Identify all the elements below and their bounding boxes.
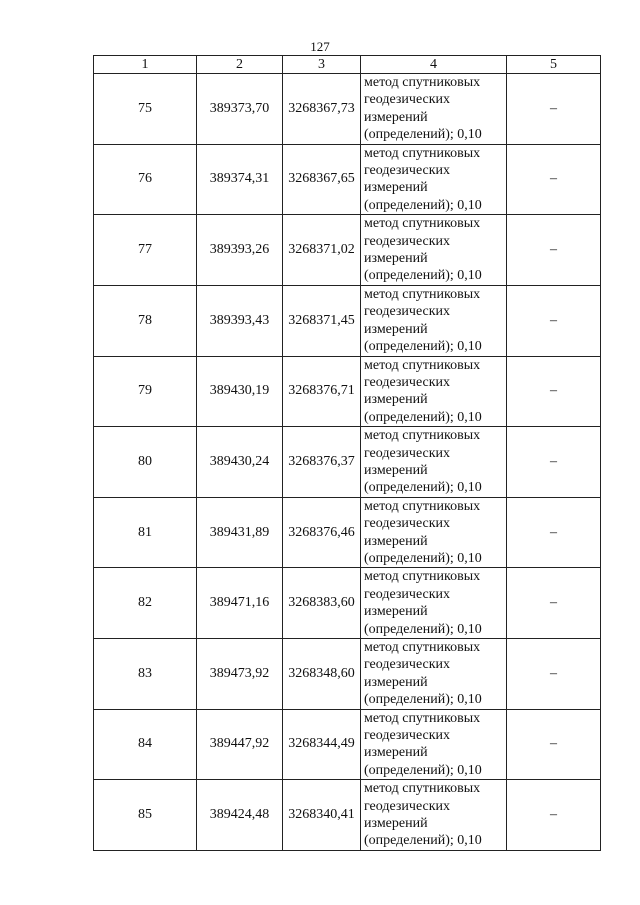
method-line: (определений); 0,10 bbox=[364, 197, 482, 213]
point-number-cell: 80 bbox=[94, 427, 197, 498]
note-cell: – bbox=[507, 568, 601, 639]
method-line: метод спутниковых bbox=[364, 640, 481, 655]
method-cell bbox=[361, 74, 507, 145]
method-line: геодезических bbox=[364, 163, 451, 179]
method-line: геодезических bbox=[364, 586, 451, 602]
method-line: измерений bbox=[364, 321, 428, 337]
point-number-cell: 77 bbox=[94, 215, 197, 286]
method-line: геодезических bbox=[364, 92, 451, 108]
point-number-cell: 75 bbox=[94, 74, 197, 145]
method-line: метод спутниковых bbox=[364, 781, 481, 797]
method-line: (определений); 0,10 bbox=[364, 409, 482, 425]
note-cell: – bbox=[507, 285, 601, 356]
coordinate-y-cell: 3268367,73 bbox=[283, 74, 361, 145]
table-row bbox=[94, 215, 601, 286]
column-header-1: 1 bbox=[94, 56, 197, 74]
method-line: (определений); 0,10 bbox=[364, 127, 482, 143]
note-cell: – bbox=[507, 356, 601, 427]
coordinate-y-cell: 3268371,45 bbox=[283, 285, 361, 356]
note-cell: – bbox=[507, 709, 601, 780]
point-number-cell: 81 bbox=[94, 497, 197, 568]
method-cell bbox=[361, 285, 507, 356]
method-line: измерений bbox=[364, 533, 428, 549]
note-cell: – bbox=[507, 427, 601, 498]
coordinate-y-cell: 3268371,02 bbox=[283, 215, 361, 286]
method-line: (определений); 0,10 bbox=[364, 762, 482, 778]
coordinate-x-cell: 389430,19 bbox=[197, 356, 283, 427]
point-number-cell: 82 bbox=[94, 568, 197, 639]
method-cell bbox=[361, 709, 507, 780]
method-cell bbox=[361, 639, 507, 710]
table-header-row bbox=[94, 56, 601, 74]
coordinate-x-cell: 389373,70 bbox=[197, 74, 283, 145]
note-cell: – bbox=[507, 144, 601, 215]
method-line: метод спутниковых bbox=[364, 357, 481, 373]
note-cell: – bbox=[507, 497, 601, 568]
method-line: геодезических bbox=[364, 516, 451, 532]
method-line: (определений); 0,10 bbox=[364, 480, 482, 496]
method-cell bbox=[361, 144, 507, 215]
method-line: (определений); 0,10 bbox=[364, 339, 482, 355]
method-cell bbox=[361, 497, 507, 568]
method-line: метод спутниковых bbox=[364, 569, 481, 585]
table-row bbox=[94, 497, 601, 568]
table-row bbox=[94, 639, 601, 710]
coordinate-y-cell: 3268340,41 bbox=[283, 780, 361, 851]
coordinate-x-cell: 389431,89 bbox=[197, 497, 283, 568]
coordinate-y-cell: 3268344,49 bbox=[283, 709, 361, 780]
coordinate-y-cell: 3268376,37 bbox=[283, 427, 361, 498]
method-line: геодезических bbox=[364, 304, 451, 320]
method-line: геодезических bbox=[364, 798, 451, 814]
column-header-5: 5 bbox=[507, 56, 601, 74]
method-line: измерений bbox=[364, 109, 428, 125]
coordinate-x-cell: 389424,48 bbox=[197, 780, 283, 851]
coordinates-table bbox=[93, 55, 601, 851]
method-line: измерений bbox=[364, 604, 428, 620]
coordinate-x-cell: 389447,92 bbox=[197, 709, 283, 780]
method-line: метод спутниковых bbox=[364, 145, 481, 161]
method-line: геодезических bbox=[364, 657, 451, 673]
method-line: геодезических bbox=[364, 374, 451, 390]
method-line: метод спутниковых bbox=[364, 498, 481, 514]
method-line: измерений bbox=[364, 180, 428, 196]
method-line: геодезических bbox=[364, 445, 451, 461]
column-header-2: 2 bbox=[197, 56, 283, 74]
method-cell bbox=[361, 215, 507, 286]
method-line: измерений bbox=[364, 392, 428, 408]
method-line: метод спутниковых bbox=[364, 286, 481, 302]
table-row bbox=[94, 356, 601, 427]
coordinate-y-cell: 3268383,60 bbox=[283, 568, 361, 639]
method-line: измерений bbox=[364, 251, 428, 267]
method-line: метод спутниковых bbox=[364, 710, 481, 726]
method-line: геодезических bbox=[364, 728, 451, 744]
page-number: 127 bbox=[310, 39, 330, 54]
point-number-cell: 84 bbox=[94, 709, 197, 780]
point-number-cell: 76 bbox=[94, 144, 197, 215]
method-line: (определений); 0,10 bbox=[364, 550, 482, 566]
method-line: геодезических bbox=[364, 233, 451, 249]
coordinate-x-cell: 389430,24 bbox=[197, 427, 283, 498]
point-number-cell: 83 bbox=[94, 639, 197, 710]
table-row bbox=[94, 74, 601, 145]
method-line: измерений bbox=[364, 674, 428, 690]
coordinate-x-cell: 389473,92 bbox=[197, 639, 283, 710]
note-cell: – bbox=[507, 639, 601, 710]
method-cell bbox=[361, 780, 507, 851]
table-row bbox=[94, 709, 601, 780]
method-line: (определений); 0,10 bbox=[364, 621, 482, 637]
method-line: (определений); 0,10 bbox=[364, 268, 482, 284]
method-cell bbox=[361, 427, 507, 498]
table-body bbox=[94, 74, 601, 851]
coordinate-x-cell: 389393,43 bbox=[197, 285, 283, 356]
coordinate-y-cell: 3268376,46 bbox=[283, 497, 361, 568]
coordinate-y-cell: 3268367,65 bbox=[283, 144, 361, 215]
method-line: измерений bbox=[364, 816, 428, 832]
note-cell: – bbox=[507, 780, 601, 851]
method-line: измерений bbox=[364, 745, 428, 761]
method-line: (определений); 0,10 bbox=[364, 833, 482, 849]
method-line: (определений); 0,10 bbox=[364, 692, 482, 708]
point-number-cell: 79 bbox=[94, 356, 197, 427]
table-row bbox=[94, 427, 601, 498]
point-number-cell: 85 bbox=[94, 780, 197, 851]
table-row bbox=[94, 780, 601, 851]
column-header-4: 4 bbox=[361, 56, 507, 74]
coordinate-x-cell: 389393,26 bbox=[197, 215, 283, 286]
coordinate-x-cell: 389374,31 bbox=[197, 144, 283, 215]
method-line: метод спутниковых bbox=[364, 75, 481, 90]
method-cell bbox=[361, 568, 507, 639]
method-line: измерений bbox=[364, 462, 428, 478]
table-row bbox=[94, 568, 601, 639]
table-row bbox=[94, 144, 601, 215]
method-line: метод спутниковых bbox=[364, 428, 481, 444]
table-row bbox=[94, 285, 601, 356]
coordinate-x-cell: 389471,16 bbox=[197, 568, 283, 639]
method-cell bbox=[361, 356, 507, 427]
coordinate-y-cell: 3268376,71 bbox=[283, 356, 361, 427]
method-line: метод спутниковых bbox=[364, 216, 481, 232]
column-header-3: 3 bbox=[283, 56, 361, 74]
coordinate-y-cell: 3268348,60 bbox=[283, 639, 361, 710]
point-number-cell: 78 bbox=[94, 285, 197, 356]
note-cell: – bbox=[507, 215, 601, 286]
note-cell: – bbox=[507, 74, 601, 145]
